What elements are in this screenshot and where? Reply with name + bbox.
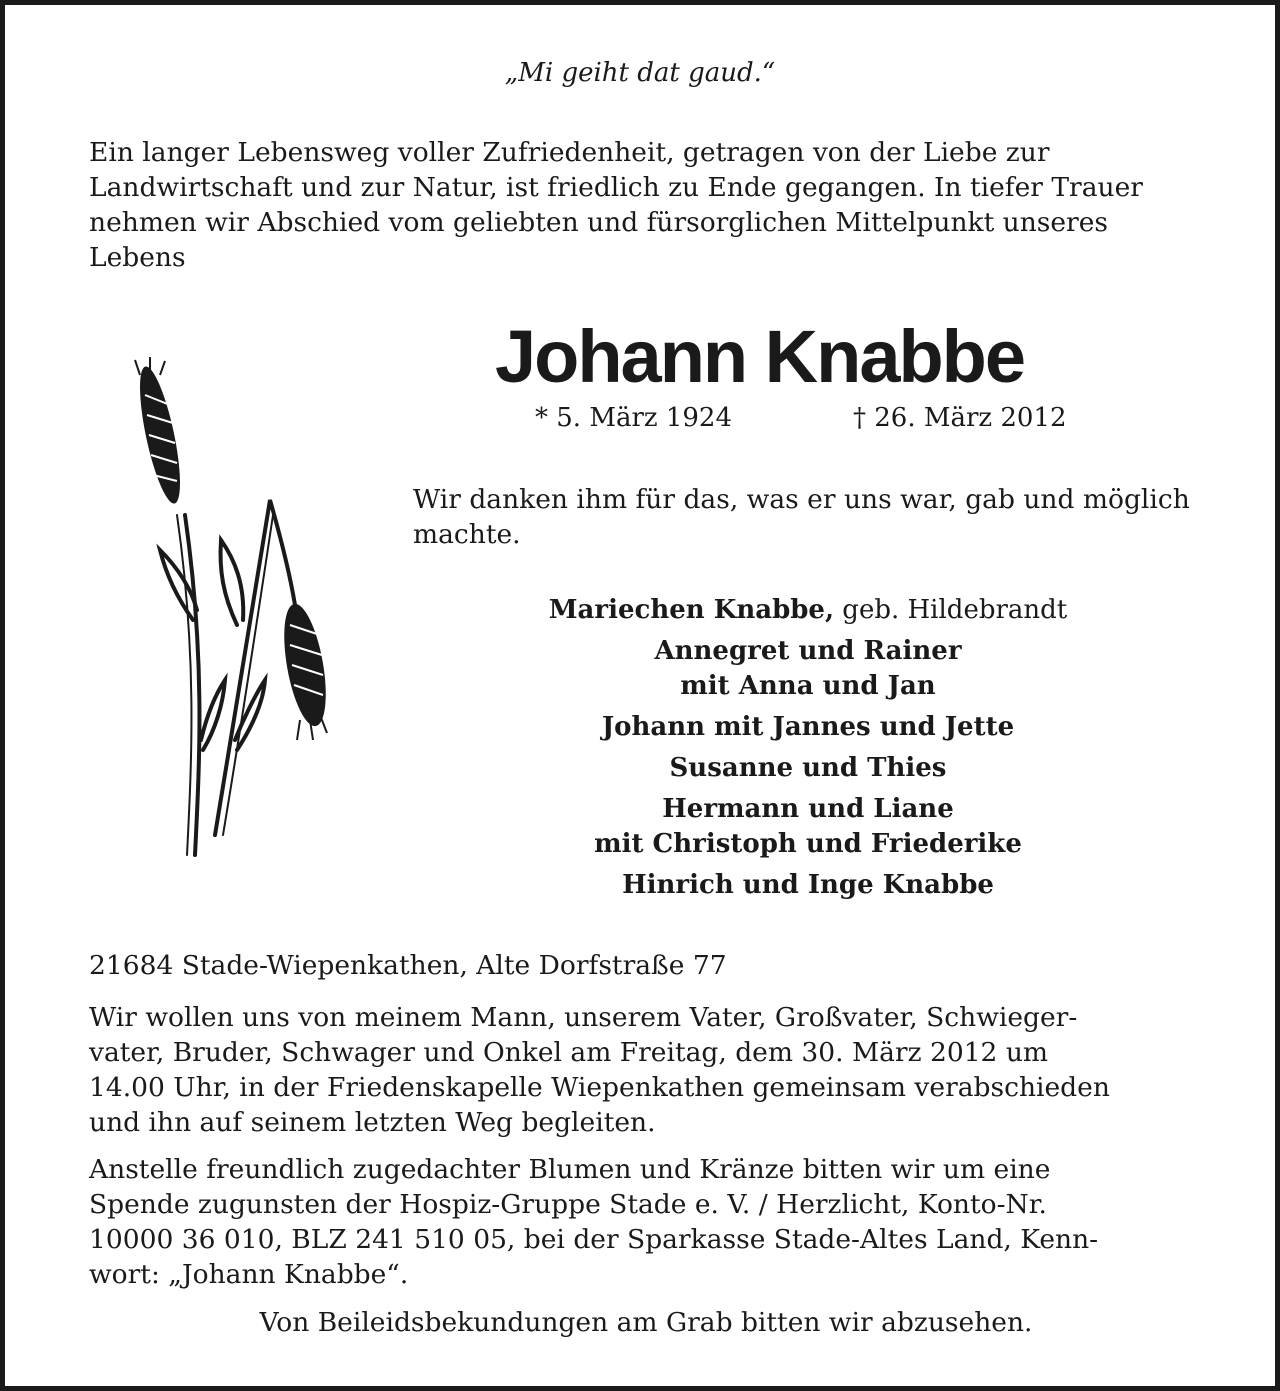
text-line: 10000 36 010, BLZ 241 510 05, bei der Sparkasse Stade-Altes Land, Kenn- <box>89 1224 1099 1255</box>
mourner-line: mit Anna und Jan <box>680 671 936 701</box>
spouse-line <box>505 593 1111 628</box>
mourner-group <box>505 792 1111 862</box>
text-line: wort: „Johann Knabbe“. <box>89 1259 409 1290</box>
mourner-group <box>505 634 1111 704</box>
text-line: und ihn auf seinem letzten Weg begleiten. <box>89 1107 656 1138</box>
text-line: 14.00 Uhr, in der Friedenskapelle Wiepenkathen gemeinsam verabschieden <box>89 1072 1110 1103</box>
text-line: Anstelle freundlich zugedachter Blumen und Kränze bitten wir um eine <box>89 1154 1051 1185</box>
service-paragraph <box>89 1000 1209 1140</box>
birth-date: * 5. März 1924 <box>535 403 733 433</box>
mourner-line: Johann mit Jannes und Jette <box>601 712 1015 742</box>
thanks-text: Wir danken ihm für das, was er uns war, gab und möglich machte. <box>413 484 1190 550</box>
mourner-line: Annegret und Rainer <box>654 636 962 666</box>
mourner-line: Hinrich und Inge Knabbe <box>622 870 994 900</box>
mourner-group <box>505 710 1111 745</box>
closing-note: Von Beileidsbekundungen am Grab bitten wir abzusehen. <box>259 1307 1033 1338</box>
text-line: Spende zugunsten der Hospiz-Gruppe Stade e. V. / Herzlicht, Konto-Nr. <box>89 1189 1047 1220</box>
deceased-name: Johann Knabbe <box>495 315 1025 398</box>
mourner-line: Susanne und Thies <box>669 753 947 783</box>
mourner-line: mit Christoph und Friederike <box>594 829 1022 859</box>
spouse-name: Mariechen Knabbe, <box>548 595 835 625</box>
intro-paragraph: Ein langer Lebensweg voller Zufriedenheit, getragen von der Liebe zur Landwirtschaft und zur Natur, ist friedlich zu Ende gegangen. In tiefer Trauer nehmen wir Abschied vom geliebten und fürsorglichen Mittelpunkt unseres Lebens <box>89 137 1143 273</box>
death-date: † 26. März 2012 <box>853 403 1067 433</box>
mourner-group <box>505 868 1111 903</box>
mourner-group <box>505 751 1111 786</box>
text-line: vater, Bruder, Schwager und Onkel am Freitag, dem 30. März 2012 um <box>89 1037 1049 1068</box>
donation-paragraph <box>89 1152 1209 1292</box>
family-address: 21684 Stade-Wiepenkathen, Alte Dorfstraße 77 <box>89 950 727 981</box>
wheat-ears-icon <box>115 355 355 875</box>
text-line: Wir wollen uns von meinem Mann, unserem Vater, Großvater, Schwieger- <box>89 1002 1078 1033</box>
motto-quote: „Mi geiht dat gaud.“ <box>504 58 776 88</box>
spouse-maiden-name: geb. Hildebrandt <box>842 595 1068 625</box>
mourners-list <box>505 593 1111 909</box>
mourner-line: Hermann und Liane <box>662 794 954 824</box>
